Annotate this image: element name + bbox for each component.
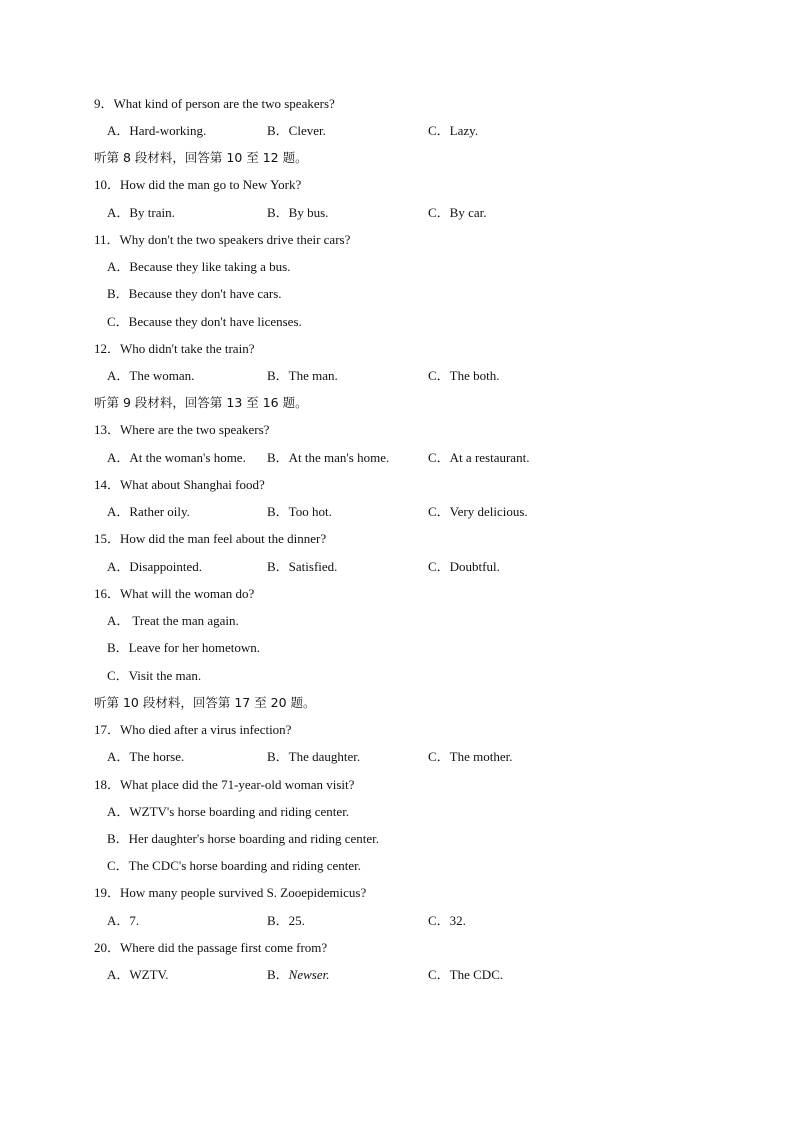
question-15-option-a: A．Disappointed. <box>107 559 202 574</box>
question-19-stem: 19．How many people survived S. Zooepidemicus? <box>94 885 367 900</box>
question-10-option-b: B．By bus. <box>267 205 329 220</box>
question-16-option-b: B．Leave for her hometown. <box>107 640 261 655</box>
question-11-option-c: C．Because they don't have licenses. <box>107 314 302 329</box>
question-17-stem: 17．Who died after a virus infection? <box>94 722 292 737</box>
section-8-heading: 听第 8 段材料，回答第 10 至 12 题。 <box>94 150 308 165</box>
question-16-stem: 16．What will the woman do? <box>94 586 255 601</box>
question-10-option-c: C．By car. <box>428 205 487 220</box>
question-20-option-b <box>267 967 329 983</box>
question-19-option-c: C．32. <box>428 913 466 928</box>
question-10-option-a: A．By train. <box>107 205 175 220</box>
question-18-option-c: C．The CDC's horse boarding and riding center. <box>107 858 361 873</box>
question-17-option-a: A．The horse. <box>107 749 185 764</box>
question-11-option-a: A．Because they like taking a bus. <box>107 259 291 274</box>
question-14-stem: 14．What about Shanghai food? <box>94 477 265 492</box>
section-9-heading: 听第 9 段材料，回答第 13 至 16 题。 <box>94 395 308 410</box>
question-17-option-b: B．The daughter. <box>267 749 361 764</box>
question-12-option-a: A．The woman. <box>107 368 195 383</box>
question-19-option-a: A．7. <box>107 913 140 928</box>
question-10-stem: 10．How did the man go to New York? <box>94 177 302 192</box>
question-18-stem: 18．What place did the 71-year-old woman visit? <box>94 777 355 792</box>
question-18-option-b: B．Her daughter's horse boarding and riding center. <box>107 831 380 846</box>
question-20-option-b-letter: B． <box>267 967 289 982</box>
question-14-option-b: B．Too hot. <box>267 504 332 519</box>
question-9-option-c: C．Lazy. <box>428 123 479 138</box>
question-13-option-c: C．At a restaurant. <box>428 450 530 465</box>
question-18-option-a: A．WZTV's horse boarding and riding center. <box>107 804 350 819</box>
question-9-option-b: B．Clever. <box>267 123 326 138</box>
question-20-option-c: C．The CDC. <box>428 967 504 982</box>
question-11-option-b: B．Because they don't have cars. <box>107 286 282 301</box>
section-10-heading: 听第 10 段材料，回答第 17 至 20 题。 <box>94 695 316 710</box>
question-20-stem: 20．Where did the passage first come from? <box>94 940 328 955</box>
question-13-option-b: B．At the man's home. <box>267 450 390 465</box>
question-12-option-b: B．The man. <box>267 368 338 383</box>
question-15-stem: 15．How did the man feel about the dinner? <box>94 531 327 546</box>
question-13-option-a: A．At the woman's home. <box>107 450 246 465</box>
question-17-option-c: C．The mother. <box>428 749 513 764</box>
question-9-stem: 9．What kind of person are the two speakers? <box>94 96 335 111</box>
question-20-option-b-text: Newser. <box>288 967 330 982</box>
question-15-option-b: B．Satisfied. <box>267 559 338 574</box>
question-14-option-c: C．Very delicious. <box>428 504 528 519</box>
question-15-option-c: C．Doubtful. <box>428 559 500 574</box>
question-16-option-c: C．Visit the man. <box>107 668 202 683</box>
question-13-stem: 13．Where are the two speakers? <box>94 422 270 437</box>
question-12-stem: 12．Who didn't take the train? <box>94 341 255 356</box>
question-14-option-a: A．Rather oily. <box>107 504 190 519</box>
question-11-stem: 11．Why don't the two speakers drive their cars? <box>94 232 351 247</box>
question-12-option-c: C．The both. <box>428 368 500 383</box>
question-19-option-b: B．25. <box>267 913 305 928</box>
question-16-option-a: A． Treat the man again. <box>107 613 239 628</box>
question-9-option-a: A．Hard-working. <box>107 123 207 138</box>
question-20-option-a: A．WZTV. <box>107 967 169 982</box>
